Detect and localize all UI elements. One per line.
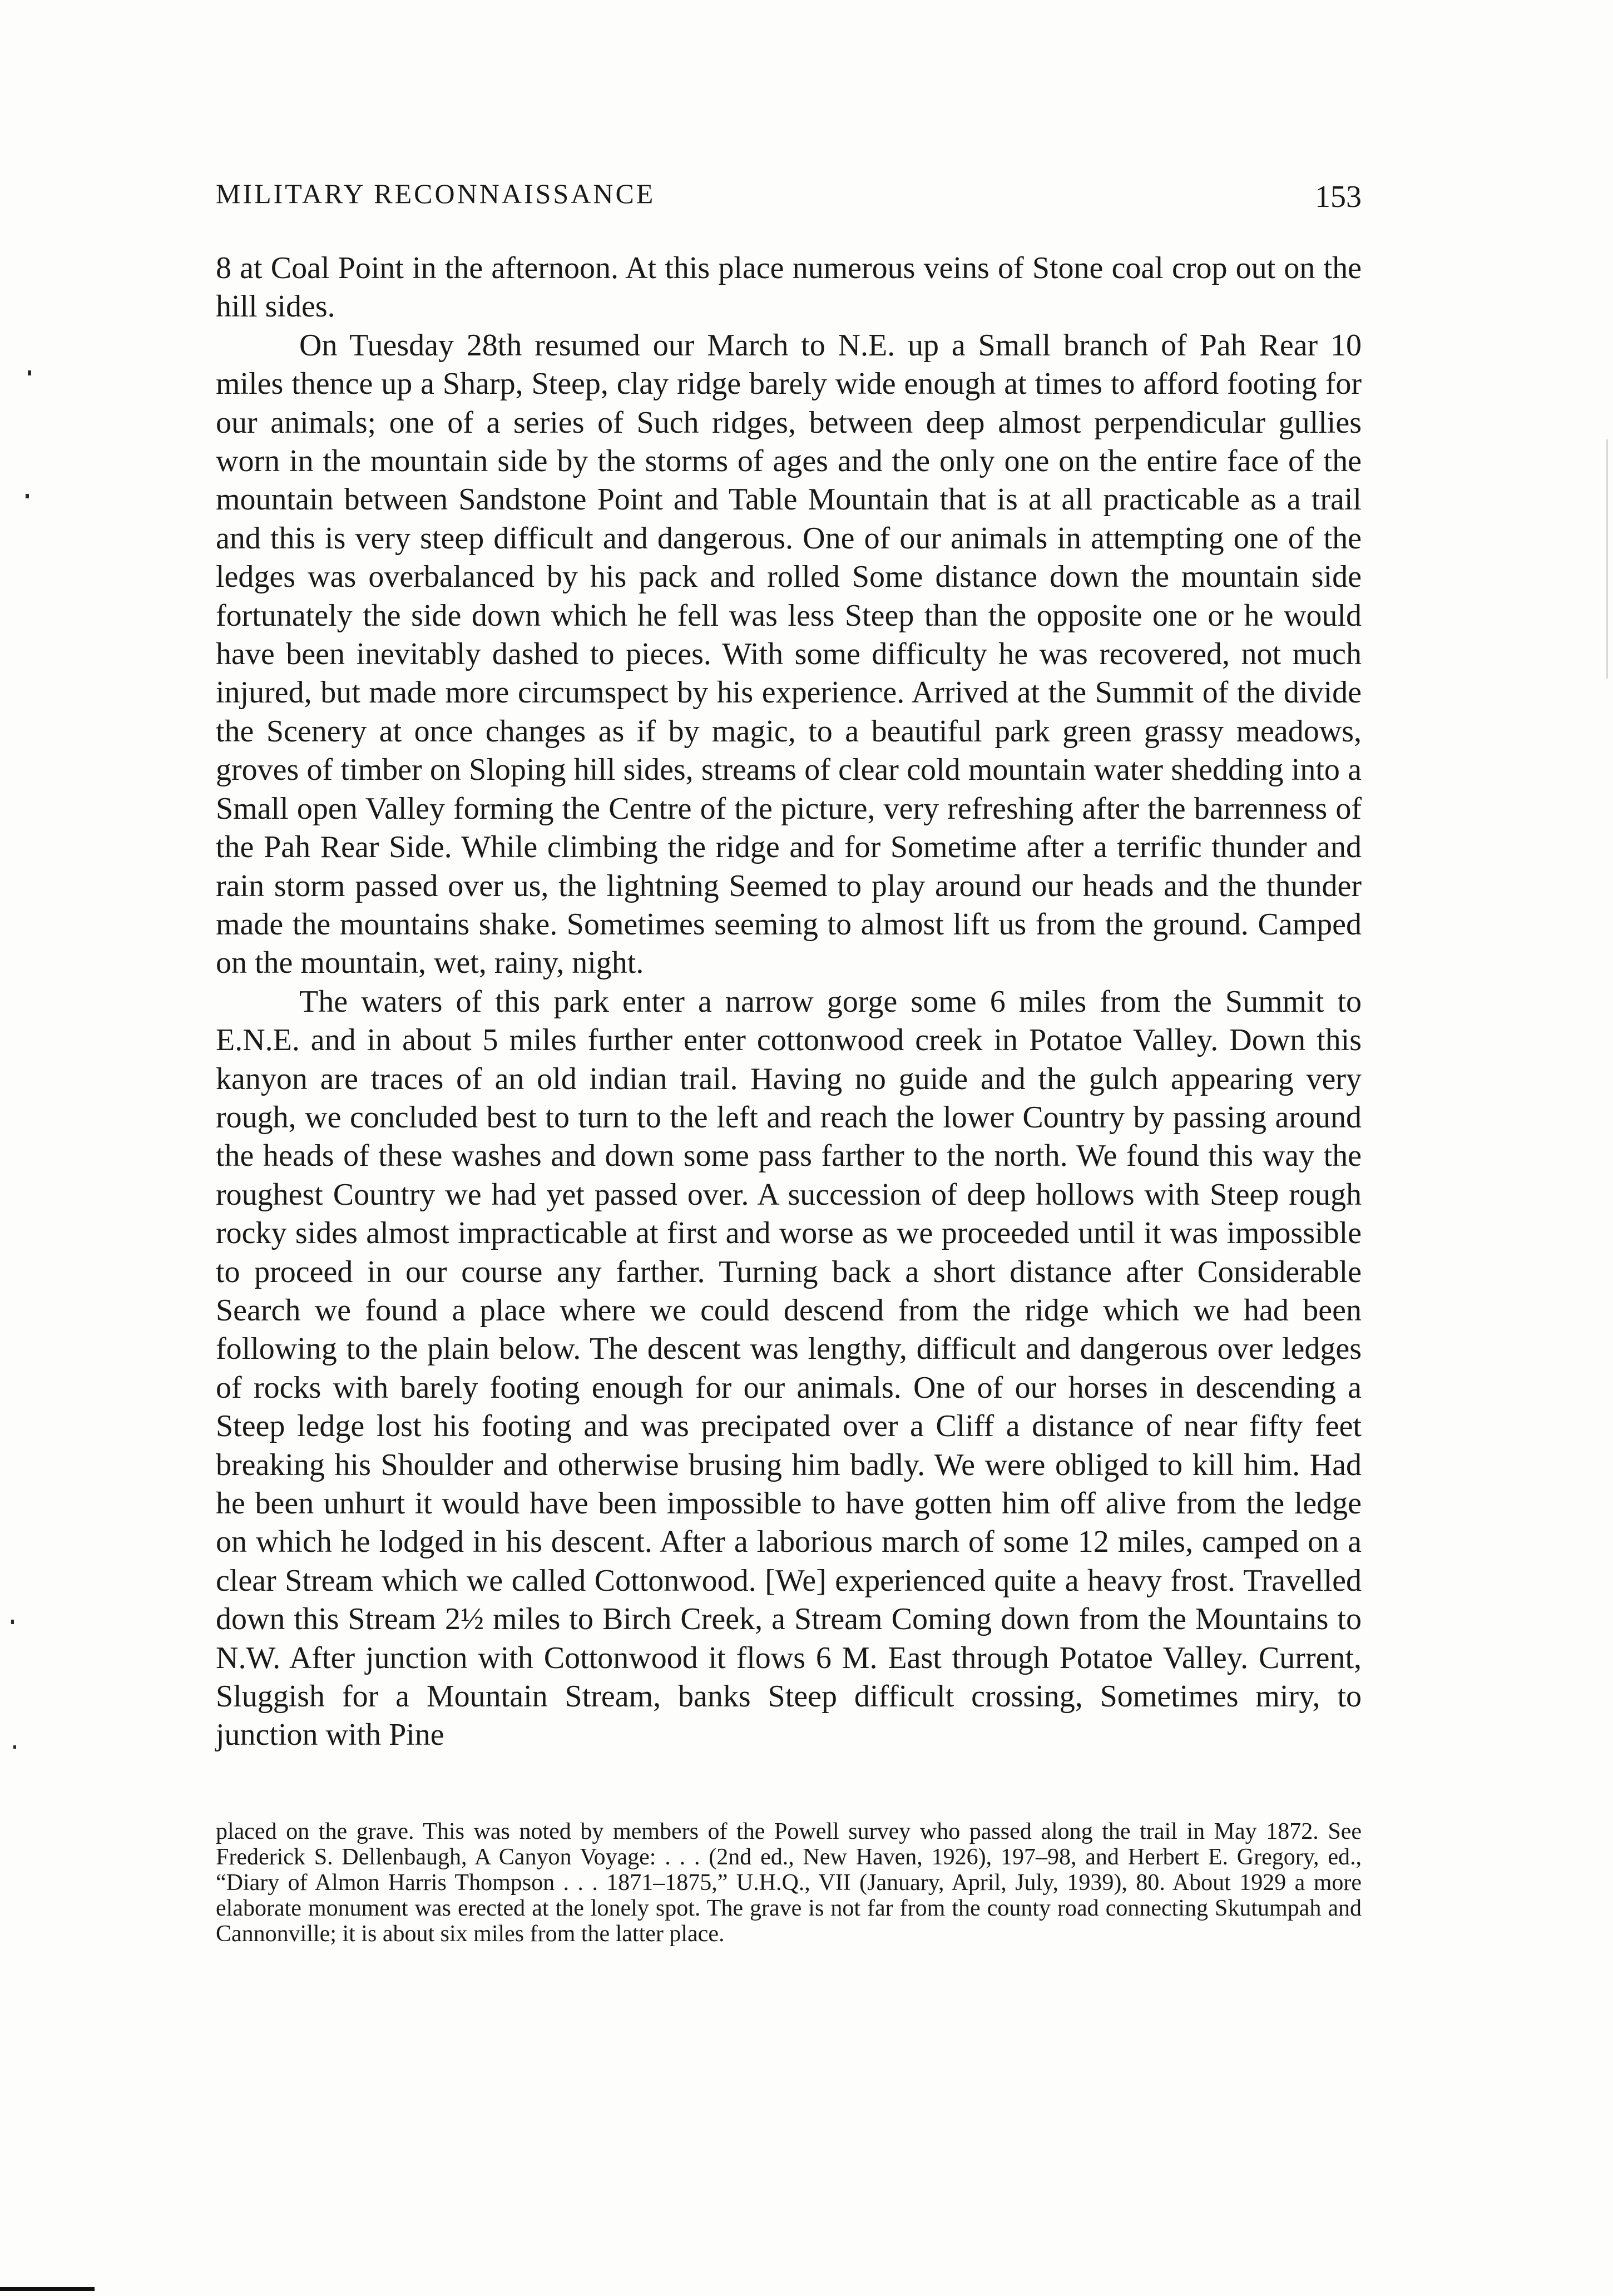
body-text [216,249,1362,1755]
running-head [216,171,1362,216]
paragraph-park-waters: The waters of this park enter a narrow gorge some 6 miles from the Summit to E.N.E. and in about 5 miles further enter cottonwood creek in Potatoe Valley. Down this kanyon are traces of an old indian trail. Having no guide and the gulch appearing very rough, we concluded best to turn to the left and reach the lower Country by passing around the heads of these washes and down some pass farther to the north. We found this way the roughest Country we had yet passed over. A succession of deep hollows with Steep rough rocky sides almost impracticable at first and worse as we proceeded until it was impossible to proceed in our course any farther. Turning back a short distance after Considerable Search we found a place where we could descend from the ridge which we had been following to the plain below. The descent was lengthy, difficult and dangerous over ledges of rocks with barely footing enough for our animals. One of our horses in descending a Steep ledge lost his footing and was precipated over a Cliff a distance of near fifty feet breaking his Shoulder and otherwise brusing him badly. We were obliged to kill him. Had he been unhurt it would have been impossible to have gotten him off alive from the ledge on which he lodged in his descent. After a laborious march of some 12 miles, camped on a clear Stream which we called Cottonwood. [We] experienced quite a heavy frost. Travelled down this Stream 2½ miles to Birch Creek, a Stream Coming down from the Mountains to N.W. After junction with Cottonwood it flows 6 M. East through Potatoe Valley. Current, Sluggish for a Mountain Stream, banks Steep difficult crossing, Sometimes miry, to junction with Pine [216,984,1362,1753]
scan-speck [11,1620,14,1624]
gutter-shadow [1606,439,1608,679]
scan-speck [26,494,29,498]
scan-speck [13,1745,16,1749]
running-title: MILITARY RECONNAISSANCE [216,178,656,209]
scan-speck [28,370,31,375]
paragraph-tuesday-28th: On Tuesday 28th resumed our March to N.E. up a Small branch of Pah Rear 10 miles thence up a Sharp, Steep, clay ridge barely wide enough at times to afford footing for our animals; one of a series of Such ridges, between deep almost perpendicular gullies worn in the mountain side by the storms of ages and the only one on the entire face of the mountain between Sandstone Point and Table Mountain that is at all practicable as a trail and this is very steep difficult and dangerous. One of our animals in attempting one of the ledges was overbalanced by his pack and rolled Some distance down the mountain side fortunately the side down which he fell was less Steep than the opposite one or he would have been inevitably dashed to pieces. With some difficulty he was recovered, not much injured, but made more circumspect by his experience. Arrived at the Summit of the divide the Scenery at once changes as if by magic, to a beautiful park green grassy meadows, groves of timber on Sloping hill sides, streams of clear cold mountain water shedding into a Small open Valley forming the Centre of the picture, very refreshing after the barrenness of the Pah Rear Side. While climbing the ridge and for Sometime after a terrific thunder and rain storm passed over us, the lightning Seemed to play around our heads and the thunder made the mountains shake. Sometimes seeming to almost lift us from the ground. Camped on the mountain, wet, rainy, night. [216,328,1362,981]
footnote [216,1819,1362,1947]
page-number: 153 [1315,180,1362,214]
footnote-text: placed on the grave. This was noted by members of the Powell survey who passed along the trail in May 1872. See Frederick S. Dellenbaugh, A Canyon Voyage: . . . (2nd ed., New Haven, 1926), 197–98, and Herbert E. Gregory, ed., “Diary of Almon Harris Thompson . . . 1871–1875,” U.H.Q., VII (January, April, July, 1939), 80. About 1929 a more elaborate monument was erected at the lonely spot. The grave is not far from the county road connecting Skutumpah and Cannonville; it is about six miles from the latter place. [216,1819,1362,1947]
scan-edge-mark [0,2287,95,2291]
paragraph-continued: 8 at Coal Point in the afternoon. At this place numerous veins of Stone coal crop out on the hill sides. [216,251,1362,324]
